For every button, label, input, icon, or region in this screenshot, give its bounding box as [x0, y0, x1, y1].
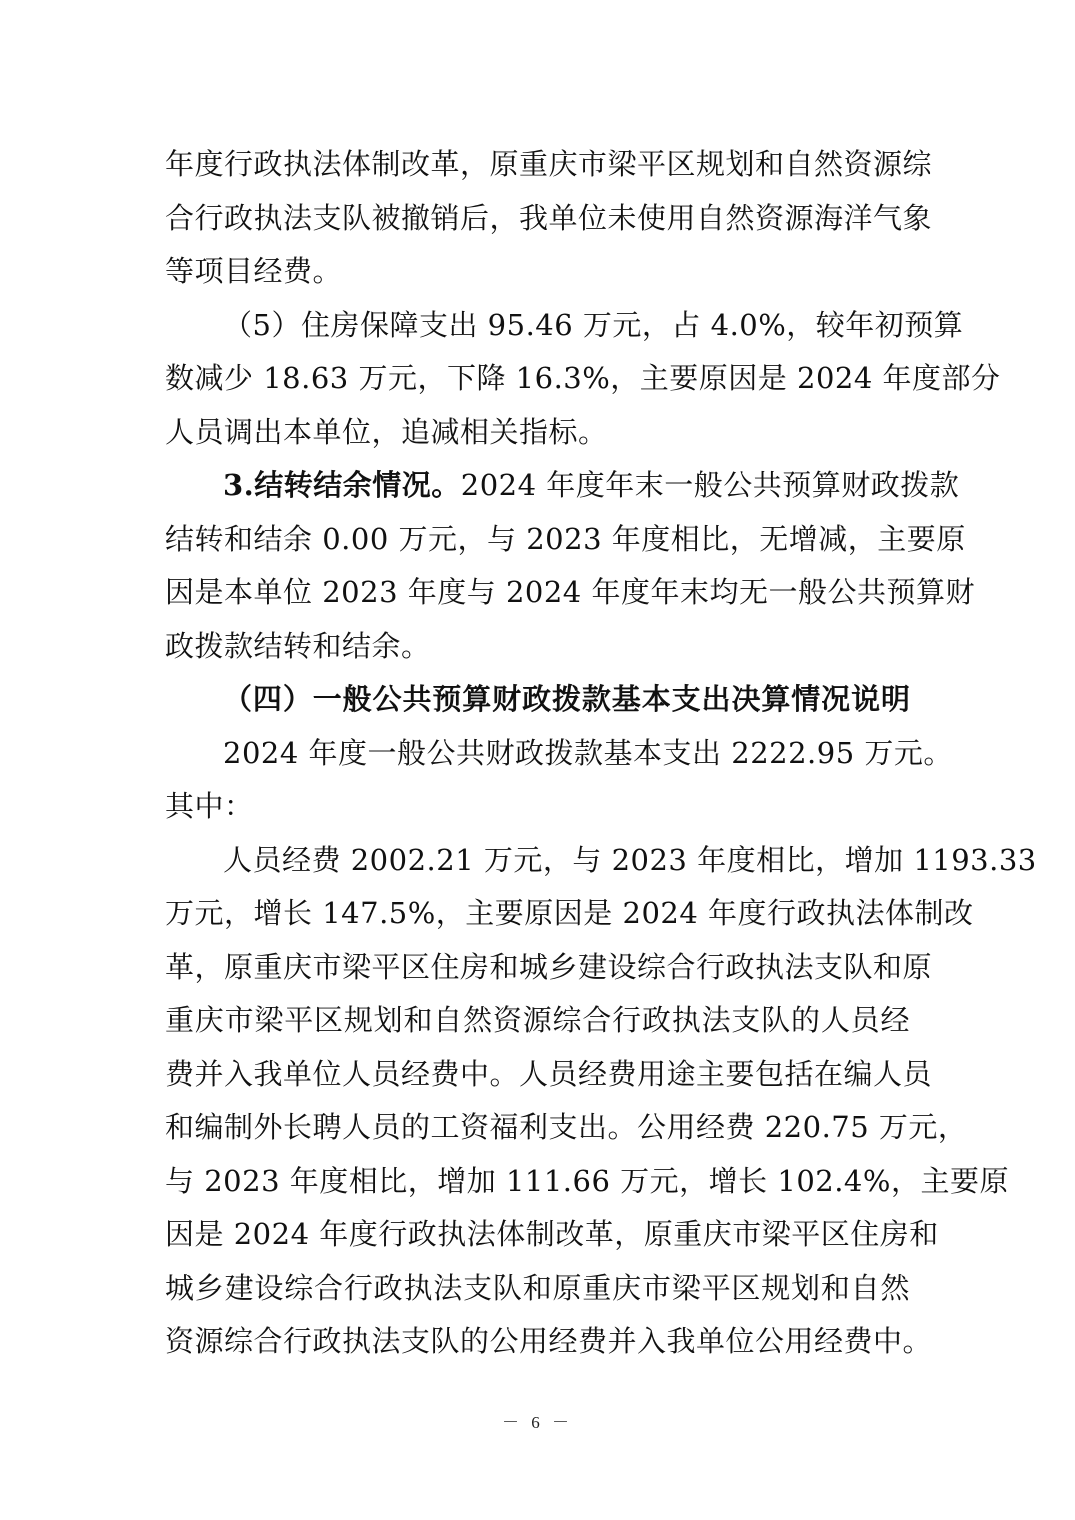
text-line: [165, 459, 960, 513]
paragraph-housing-expenditure: [165, 299, 1001, 460]
page-body: [165, 138, 1037, 1369]
text-line: 因是本单位 2023 年度与 2024 年度年末均无一般公共预算财: [165, 575, 975, 609]
paragraph-personnel-public-expenses: [165, 834, 1037, 1369]
text-line: 资源综合行政执法支队的公用经费并入我单位公用经费中。: [165, 1324, 933, 1358]
text-line: 因是 2024 年度行政执法体制改革，原重庆市梁平区住房和: [165, 1217, 939, 1251]
text-line: 费并入我单位人员经费中。人员经费用途主要包括在编人员: [165, 1056, 933, 1091]
text-line: 人员经费 2002.21 万元，与 2023 年度相比，增加 1193.33: [223, 842, 1037, 877]
text-line: 等项目经费。: [165, 254, 343, 288]
text-line: 数减少 18.63 万元，下降 16.3%，主要原因是 2024 年度部分: [165, 361, 1001, 395]
paragraph-continuation: [165, 138, 933, 299]
section-heading: （四）一般公共预算财政拨款基本支出决算情况说明: [223, 682, 910, 716]
text-line: 万元，增长 147.5%，主要原因是 2024 年度行政执法体制改: [165, 896, 974, 930]
paragraph-carryover-balance: [165, 459, 975, 673]
text-line: 和编制外长聘人员的工资福利支出。公用经费 220.75 万元，: [165, 1110, 968, 1144]
text-line: 政拨款结转和结余。: [165, 628, 431, 663]
text-line: 结转和结余 0.00 万元，与 2023 年度相比，无增减，主要原: [165, 521, 966, 556]
text-line: 城乡建设综合行政执法支队和原重庆市梁平区规划和自然: [165, 1270, 910, 1305]
page-number: － 6 －: [502, 1413, 573, 1432]
text-run: 2024 年度年末一般公共预算财政拨款: [460, 468, 960, 502]
text-line: 2024 年度一般公共财政拨款基本支出 2222.95 万元。: [223, 735, 953, 770]
paragraph-basic-expenditure-total: [165, 727, 953, 834]
text-line: 其中：: [165, 789, 254, 823]
text-line: 合行政执法支队被撤销后，我单位未使用自然资源海洋气象: [165, 200, 933, 235]
text-line: 重庆市梁平区规划和自然资源综合行政执法支队的人员经: [165, 1003, 910, 1037]
section-lead: 3.结转结余情况。: [223, 468, 461, 502]
text-line: 人员调出本单位，追减相关指标。: [165, 414, 608, 449]
text-line: 年度行政执法体制改革，原重庆市梁平区规划和自然资源综: [165, 147, 933, 181]
text-line: 革，原重庆市梁平区住房和城乡建设综合行政执法支队和原: [165, 949, 933, 984]
text-line: （5）住房保障支出 95.46 万元，占 4.0%，较年初预算: [223, 307, 964, 342]
text-line: 与 2023 年度相比，增加 111.66 万元，增长 102.4%，主要原: [165, 1163, 1009, 1198]
